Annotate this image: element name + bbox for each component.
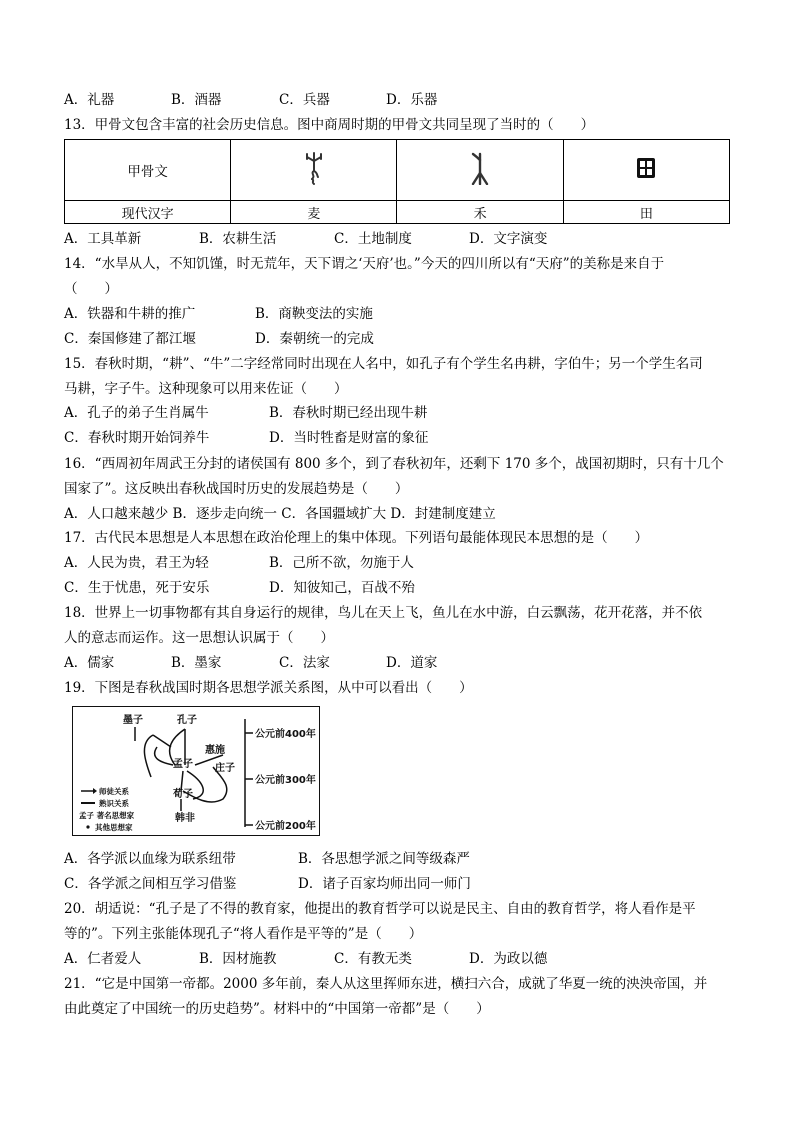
q18-option-b: B．墨家 — [171, 655, 222, 671]
q19-option-b: B．各思想学派之间等级森严 — [298, 851, 470, 867]
q12-option-d: D．乐器 — [386, 92, 438, 108]
q14-option-c: C．秦国修建了都江堰 — [64, 331, 196, 347]
diagram-label-zhuangzi: 庄子 — [215, 763, 235, 774]
q15-options-row2 — [64, 429, 744, 447]
q19-option-d: D．诸子百家均师出同一师门 — [298, 876, 471, 892]
q18-option-a: A．儒家 — [64, 655, 115, 671]
q20-option-c: C．有教无类 — [334, 951, 412, 967]
q14-stem-line2: （ ） — [64, 281, 118, 297]
q19-options-row2 — [64, 875, 744, 893]
diagram-label-xunzi: 荀子 — [173, 789, 193, 800]
q14-option-a: A．铁器和牛耕的推广 — [64, 306, 196, 322]
q15-stem-line2: 马耕，字子牛。这种现象可以用来佐证（ ） — [64, 381, 348, 397]
q17-options-row1 — [64, 554, 744, 572]
q20-option-a: A．仁者爱人 — [64, 951, 142, 967]
q17-option-c: C．生于忧患，死于安乐 — [64, 580, 210, 596]
q13-option-b: B．农耕生活 — [199, 231, 277, 247]
timeline-label-200bc: 公元前200年 — [255, 821, 316, 832]
table-row-label: 现代汉字 — [65, 201, 231, 224]
q19-option-c: C．各学派之间相互学习借鉴 — [64, 876, 237, 892]
timeline-label-300bc: 公元前300年 — [255, 775, 316, 786]
q21-stem-line2: 由此奠定了中国统一的历史趋势”。材料中的“中国第一帝都”是（ ） — [64, 1001, 490, 1017]
legend-famous-thinker: 孟子 著名思想家 — [79, 811, 135, 820]
q15-stem-line1: 15．春秋时期，“耕”、“牛”二字经常同时出现在人名中，如孔子有个学生名冉耕，字伯牛；另一个学生名司 — [64, 356, 703, 372]
q18-stem-line2: 人的意志而运作。这一思想认识属于（ ） — [64, 630, 334, 646]
oracle-tian-glyph — [563, 140, 729, 201]
q17-options-row2 — [64, 579, 744, 597]
q15-option-d: D．当时牲畜是财富的象征 — [269, 430, 429, 446]
diagram-label-kongzi: 孔子 — [177, 715, 197, 726]
timeline-label-400bc: 公元前400年 — [255, 729, 316, 740]
q12-option-a: A．礼器 — [64, 92, 115, 108]
q15-option-c: C．春秋时期开始饲养牛 — [64, 430, 210, 446]
q12-options — [64, 91, 744, 109]
q14-option-d: D．秦朝统一的完成 — [255, 331, 374, 347]
q13-option-d: D．文字演变 — [469, 231, 548, 247]
legend-teacher-student: 师徒关系 — [99, 787, 129, 796]
q15-option-a: A．孔子的弟子生肖属牛 — [64, 405, 209, 421]
q15-options-row1 — [64, 404, 744, 422]
diagram-label-mengzi: 孟子 — [173, 759, 193, 770]
modern-char-mai: 麦 — [231, 201, 397, 224]
q14-options-row2 — [64, 330, 744, 348]
modern-char-he: 禾 — [397, 201, 563, 224]
q14-options-row1 — [64, 305, 744, 323]
q16-stem-line1: 16．“西周初年周武王分封的诸侯国有 800 多个，到了春秋初年，还剩下 170 多个，战国初期时，只有十几个 — [64, 456, 724, 472]
q13-option-c: C．土地制度 — [334, 231, 412, 247]
legend-acquaintance: 熟识关系 — [99, 799, 129, 808]
table-header-cell: 甲骨文 — [65, 140, 231, 201]
q13-stem: 13．甲骨文包含丰富的社会历史信息。图中商周时期的甲骨文共同呈现了当时的（ ） — [64, 117, 595, 133]
oracle-he-icon — [469, 151, 491, 185]
q18-option-c: C．法家 — [279, 655, 330, 671]
q15-option-b: B．春秋时期已经出现牛耕 — [269, 405, 428, 421]
q19-stem: 19．下图是春秋战国时期各思想学派关系图，从中可以看出（ ） — [64, 680, 473, 696]
q20-option-d: D．为政以德 — [469, 951, 548, 967]
q20-option-b: B．因材施教 — [199, 951, 277, 967]
q19-options-row1 — [64, 850, 744, 868]
q16-stem-line2: 国家了”。这反映出春秋战国时历史的发展趋势是（ ） — [64, 481, 409, 497]
q13-options — [64, 230, 744, 248]
q20-stem-line1: 20．胡适说：“孔子是了不得的教育家，他提出的教育哲学可以说是民主、自由的教育哲学，将人看作是平 — [64, 901, 696, 917]
oracle-he-glyph — [397, 140, 563, 201]
diagram-svg — [73, 707, 319, 835]
q14-stem-line1: 14．“水旱从人，不知饥馑，时无荒年，天下谓之‘天府’也。”今天的四川所以有“天府”的美称是来自于 — [64, 256, 665, 272]
schools-relationship-diagram — [72, 706, 320, 836]
q17-option-b: B．己所不欲，勿施于人 — [269, 555, 414, 571]
q13-option-a: A．工具革新 — [64, 231, 142, 247]
oracle-mai-icon — [302, 151, 326, 185]
diagram-label-huishi: 惠施 — [205, 745, 225, 756]
q20-options — [64, 950, 744, 968]
q16-options: A．人口越来越少 B．逐步走向统一 C．各国疆域扩大 D．封建制度建立 — [64, 506, 496, 522]
diagram-label-hanfei: 韩非 — [175, 813, 195, 824]
q17-option-d: D．知彼知己，百战不殆 — [269, 580, 415, 596]
q17-option-a: A．人民为贵，君王为轻 — [64, 555, 209, 571]
q12-option-c: C．兵器 — [279, 92, 330, 108]
q18-option-d: D．道家 — [386, 655, 438, 671]
q17-stem: 17．古代民本思想是人本思想在政治伦理上的集中体现。下列语句最能体现民本思想的是（ ） — [64, 530, 649, 546]
q14-option-b: B．商鞅变法的实施 — [255, 306, 373, 322]
q12-option-b: B．酒器 — [171, 92, 222, 108]
oracle-tian-icon — [635, 156, 657, 180]
diagram-label-mozi: 墨子 — [123, 715, 143, 726]
q20-stem-line2: 等的”。下列主张能体现孔子“将人看作是平等的”是（ ） — [64, 926, 423, 942]
q18-stem-line1: 18．世界上一切事物都有其自身运行的规律，鸟儿在天上飞，鱼儿在水中游，白云飘荡，花开花落，并不依 — [64, 605, 703, 621]
modern-char-tian: 田 — [563, 201, 729, 224]
q18-options — [64, 654, 744, 672]
q19-option-a: A．各学派以血缘为联系纽带 — [64, 851, 236, 867]
oracle-mai-glyph — [231, 140, 397, 201]
oracle-bone-table — [64, 139, 730, 224]
legend-other-thinker: 其他思想家 — [95, 823, 133, 832]
q21-stem-line1: 21．“它是中国第一帝都。2000 多年前，秦人从这里挥师东进，横扫六合，成就了华夏一统的泱泱帝国，并 — [64, 976, 708, 992]
